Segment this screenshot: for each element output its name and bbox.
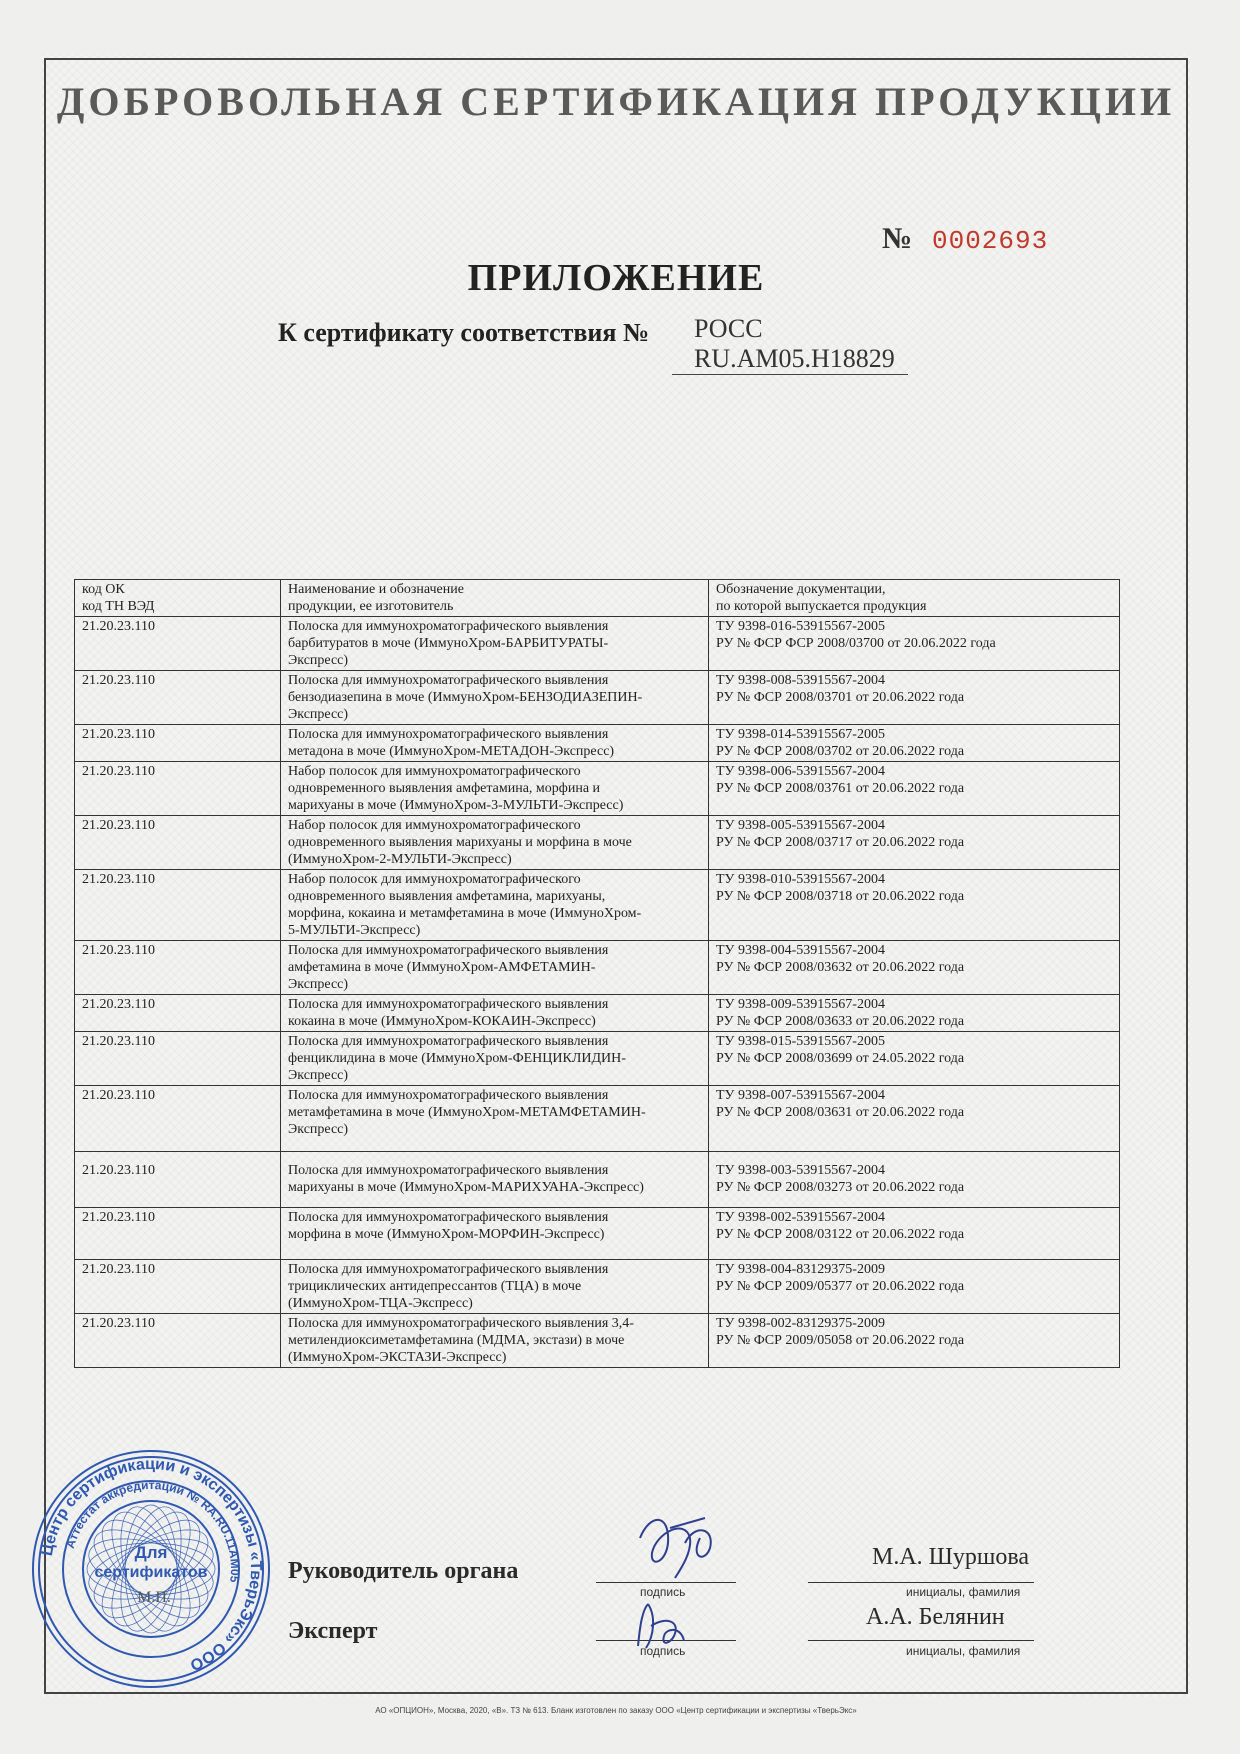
table-row bbox=[75, 1208, 1120, 1260]
header-text: Обозначение документации, bbox=[716, 582, 886, 597]
seal-outer-text: Центр сертификации и экспертизы «ТверьЭкс» ООО bbox=[38, 1455, 265, 1674]
document-cell bbox=[709, 617, 1120, 671]
document-line: ТУ 9398-016-53915567-2005 bbox=[716, 619, 885, 634]
seal-center-line1: Для bbox=[134, 1543, 168, 1562]
product-name-line: одновременного выявления амфетамина, марихуаны, bbox=[288, 889, 606, 904]
table-row bbox=[75, 617, 1120, 671]
code-cell bbox=[75, 816, 281, 870]
document-line: РУ № ФСР 2008/03122 от 20.06.2022 года bbox=[716, 1227, 965, 1242]
product-name-cell bbox=[281, 1208, 709, 1260]
product-name-line: метилендиоксиметамфетамина (МДМА, экстази) в моче bbox=[288, 1333, 625, 1348]
document-line: РУ № ФСР 2008/03701 от 20.06.2022 года bbox=[716, 690, 965, 705]
product-code: 21.20.23.110 bbox=[82, 1262, 155, 1277]
product-code: 21.20.23.110 bbox=[82, 1316, 155, 1331]
product-name-cell bbox=[281, 762, 709, 816]
product-name-cell bbox=[281, 995, 709, 1032]
code-cell bbox=[75, 1260, 281, 1314]
serial-label: № bbox=[882, 222, 913, 255]
header-text: Наименование и обозначение bbox=[288, 582, 464, 597]
document-cell bbox=[709, 941, 1120, 995]
document-cell bbox=[709, 671, 1120, 725]
table-row bbox=[75, 995, 1120, 1032]
product-code: 21.20.23.110 bbox=[82, 1088, 155, 1103]
table-header-cell bbox=[75, 580, 281, 617]
table-row bbox=[75, 725, 1120, 762]
header-text: код ОК bbox=[82, 582, 125, 597]
document-line: РУ № ФСР 2008/03717 от 20.06.2022 года bbox=[716, 835, 965, 850]
product-name-cell bbox=[281, 870, 709, 941]
product-name-cell bbox=[281, 941, 709, 995]
code-cell bbox=[75, 941, 281, 995]
document-line: ТУ 9398-007-53915567-2004 bbox=[716, 1088, 885, 1103]
product-name-line: марихуаны в моче (ИммуноХром-3-МУЛЬТИ-Экспресс) bbox=[288, 798, 624, 813]
expert-signature-caption: подпись bbox=[640, 1644, 686, 1658]
head-name-line bbox=[808, 1582, 1034, 1583]
product-name-line: Полоска для иммунохроматографического выявления bbox=[288, 1163, 609, 1178]
product-name-line: марихуаны в моче (ИммуноХром-МАРИХУАНА-Экспресс) bbox=[288, 1180, 644, 1195]
certificate-label: К сертификату соответствия № bbox=[278, 318, 650, 347]
head-name-caption: инициалы, фамилия bbox=[906, 1585, 1021, 1599]
head-of-body-role: Руководитель органа bbox=[288, 1558, 519, 1584]
product-name-cell bbox=[281, 1314, 709, 1368]
document-line: ТУ 9398-004-53915567-2004 bbox=[716, 943, 885, 958]
expert-signature bbox=[626, 1596, 696, 1660]
product-name-cell bbox=[281, 1032, 709, 1086]
product-name-line: фенциклидина в моче (ИммуноХром-ФЕНЦИКЛИДИН- bbox=[288, 1051, 626, 1066]
product-name-line: Полоска для иммунохроматографического выявления bbox=[288, 1262, 609, 1277]
document-line: ТУ 9398-002-53915567-2004 bbox=[716, 1210, 885, 1225]
product-name-line: одновременного выявления амфетамина, морфина и bbox=[288, 781, 601, 796]
product-name-line: Экспресс) bbox=[288, 653, 349, 668]
table-row bbox=[75, 1086, 1120, 1152]
product-name-line: (ИммуноХром-ТЦА-Экспресс) bbox=[288, 1296, 473, 1311]
table-row bbox=[75, 1260, 1120, 1314]
document-line: ТУ 9398-003-53915567-2004 bbox=[716, 1163, 885, 1178]
document-cell bbox=[709, 1086, 1120, 1152]
document-cell bbox=[709, 995, 1120, 1032]
product-name-line: Полоска для иммунохроматографического выявления 3,4- bbox=[288, 1316, 634, 1331]
document-line: ТУ 9398-006-53915567-2004 bbox=[716, 764, 885, 779]
code-cell bbox=[75, 725, 281, 762]
product-name-line: морфина в моче (ИммуноХром-МОРФИН-Экспресс) bbox=[288, 1227, 605, 1242]
document-line: ТУ 9398-009-53915567-2004 bbox=[716, 997, 885, 1012]
document-line: ТУ 9398-010-53915567-2004 bbox=[716, 872, 885, 887]
product-code: 21.20.23.110 bbox=[82, 764, 155, 779]
document-line: РУ № ФСР 2009/05377 от 20.06.2022 года bbox=[716, 1279, 965, 1294]
head-signature-caption: подпись bbox=[640, 1585, 686, 1599]
products-table bbox=[74, 579, 1120, 1368]
product-name-cell bbox=[281, 1260, 709, 1314]
document-cell bbox=[709, 1032, 1120, 1086]
document-cell bbox=[709, 1208, 1120, 1260]
table-row bbox=[75, 1314, 1120, 1368]
document-cell bbox=[709, 762, 1120, 816]
expert-role: Эксперт bbox=[288, 1618, 378, 1644]
header-text: код ТН ВЭД bbox=[82, 599, 155, 614]
document-line: РУ № ФСР 2008/03702 от 20.06.2022 года bbox=[716, 744, 965, 759]
document-line: РУ № ФСР 2008/03633 от 20.06.2022 года bbox=[716, 1014, 965, 1029]
document-cell bbox=[709, 1314, 1120, 1368]
document-cell bbox=[709, 816, 1120, 870]
table-row bbox=[75, 1032, 1120, 1086]
code-cell bbox=[75, 1086, 281, 1152]
document-line: РУ № ФСР 2008/03718 от 20.06.2022 года bbox=[716, 889, 965, 904]
product-name-line: Экспресс) bbox=[288, 1122, 349, 1137]
product-name-line: бензодиазепина в моче (ИммуноХром-БЕНЗОДИАЗЕПИН- bbox=[288, 690, 643, 705]
product-name-line: Полоска для иммунохроматографического выявления bbox=[288, 1210, 609, 1225]
code-cell bbox=[75, 762, 281, 816]
product-name-line: барбитуратов в моче (ИммуноХром-БАРБИТУРАТЫ- bbox=[288, 636, 609, 651]
certificate-number: РОСС RU.АМ05.Н18829 bbox=[672, 314, 908, 375]
organization-seal bbox=[28, 1446, 274, 1692]
product-code: 21.20.23.110 bbox=[82, 1210, 155, 1225]
head-signature bbox=[630, 1508, 730, 1588]
product-name-line: Набор полосок для иммунохроматографического bbox=[288, 872, 581, 887]
product-name-line: 5-МУЛЬТИ-Экспресс) bbox=[288, 923, 421, 938]
document-line: РУ № ФСР 2009/05058 от 20.06.2022 года bbox=[716, 1333, 965, 1348]
document-line: ТУ 9398-004-83129375-2009 bbox=[716, 1262, 885, 1277]
table-header-cell bbox=[709, 580, 1120, 617]
code-cell bbox=[75, 1032, 281, 1086]
document-cell bbox=[709, 1260, 1120, 1314]
code-cell bbox=[75, 870, 281, 941]
seal-mp-mark: М.П. bbox=[137, 1589, 171, 1606]
document-line: РУ № ФСР 2008/03632 от 20.06.2022 года bbox=[716, 960, 965, 975]
product-name-line: морфина, кокаина и метамфетамина в моче (ИммуноХром- bbox=[288, 906, 642, 921]
table-row bbox=[75, 1152, 1120, 1208]
product-name-line: Полоска для иммунохроматографического выявления bbox=[288, 1034, 609, 1049]
code-cell bbox=[75, 995, 281, 1032]
product-name-line: трициклических антидепрессантов (ТЦА) в моче bbox=[288, 1279, 582, 1294]
seal-center-line2: сертификатов bbox=[94, 1564, 208, 1581]
product-name-cell bbox=[281, 617, 709, 671]
document-line: ТУ 9398-002-83129375-2009 bbox=[716, 1316, 885, 1331]
product-name-line: Экспресс) bbox=[288, 707, 349, 722]
product-name-cell bbox=[281, 1086, 709, 1152]
document-line: РУ № ФСР 2008/03273 от 20.06.2022 года bbox=[716, 1180, 965, 1195]
product-name-line: Полоска для иммунохроматографического выявления bbox=[288, 619, 609, 634]
table-row bbox=[75, 762, 1120, 816]
product-name-line: Полоска для иммунохроматографического выявления bbox=[288, 727, 609, 742]
product-name-line: Экспресс) bbox=[288, 1068, 349, 1083]
product-name-cell bbox=[281, 816, 709, 870]
document-line: РУ № ФСР 2008/03631 от 20.06.2022 года bbox=[716, 1105, 965, 1120]
document-line: ТУ 9398-015-53915567-2005 bbox=[716, 1034, 885, 1049]
code-cell bbox=[75, 671, 281, 725]
product-name-line: Полоска для иммунохроматографического выявления bbox=[288, 1088, 609, 1103]
code-cell bbox=[75, 1314, 281, 1368]
document-line: ТУ 9398-014-53915567-2005 bbox=[716, 727, 885, 742]
product-code: 21.20.23.110 bbox=[82, 818, 155, 833]
product-code: 21.20.23.110 bbox=[82, 727, 155, 742]
code-cell bbox=[75, 617, 281, 671]
product-name-line: (ИммуноХром-ЭКСТАЗИ-Экспресс) bbox=[288, 1350, 507, 1365]
product-name-line: амфетамина в моче (ИммуноХром-АМФЕТАМИН- bbox=[288, 960, 596, 975]
document-cell bbox=[709, 870, 1120, 941]
product-name-line: Экспресс) bbox=[288, 977, 349, 992]
table-row bbox=[75, 941, 1120, 995]
print-footer: АО «ОПЦИОН», Москва, 2020, «В». ТЗ № 613. Бланк изготовлен по заказу ООО «Центр сертификации и экспертизы «ТверьЭкс» bbox=[375, 1706, 857, 1715]
product-name-line: (ИммуноХром-2-МУЛЬТИ-Экспресс) bbox=[288, 852, 512, 867]
table-header-row bbox=[75, 580, 1120, 617]
product-name-line: одновременного выявления марихуаны и морфина в моче bbox=[288, 835, 632, 850]
product-name-line: Набор полосок для иммунохроматографического bbox=[288, 764, 581, 779]
product-name-line: кокаина в моче (ИммуноХром-КОКАИН-Экспресс) bbox=[288, 1014, 596, 1029]
product-name-line: метамфетамина в моче (ИммуноХром-МЕТАМФЕТАМИН- bbox=[288, 1105, 646, 1120]
banner-title: ДОБРОВОЛЬНАЯ СЕРТИФИКАЦИЯ ПРОДУКЦИИ bbox=[56, 79, 1176, 124]
code-cell bbox=[75, 1208, 281, 1260]
document-cell bbox=[709, 1152, 1120, 1208]
product-code: 21.20.23.110 bbox=[82, 1034, 155, 1049]
table-row bbox=[75, 870, 1120, 941]
product-name-line: метадона в моче (ИммуноХром-МЕТАДОН-Экспресс) bbox=[288, 744, 615, 759]
page-title: ПРИЛОЖЕНИЕ bbox=[467, 257, 765, 299]
document-line: ТУ 9398-008-53915567-2004 bbox=[716, 673, 885, 688]
product-code: 21.20.23.110 bbox=[82, 1163, 155, 1178]
document-line: РУ № ФСР 2008/03699 от 24.05.2022 года bbox=[716, 1051, 965, 1066]
product-name-cell bbox=[281, 1152, 709, 1208]
product-name-line: Полоска для иммунохроматографического выявления bbox=[288, 943, 609, 958]
table-header-cell bbox=[281, 580, 709, 617]
document-cell bbox=[709, 725, 1120, 762]
code-cell bbox=[75, 1152, 281, 1208]
head-name: М.А. Шуршова bbox=[872, 1544, 1030, 1570]
product-code: 21.20.23.110 bbox=[82, 872, 155, 887]
product-code: 21.20.23.110 bbox=[82, 997, 155, 1012]
product-name-cell bbox=[281, 725, 709, 762]
expert-name-line bbox=[808, 1640, 1034, 1641]
table-row bbox=[75, 671, 1120, 725]
product-code: 21.20.23.110 bbox=[82, 673, 155, 688]
table-row bbox=[75, 816, 1120, 870]
expert-name-caption: инициалы, фамилия bbox=[906, 1644, 1021, 1658]
document-line: РУ № ФСР ФСР 2008/03700 от 20.06.2022 года bbox=[716, 636, 996, 651]
product-name-line: Набор полосок для иммунохроматографического bbox=[288, 818, 581, 833]
product-code: 21.20.23.110 bbox=[82, 943, 155, 958]
seal-inner-text: Аттестат аккредитации № RA.RU.11АМ05 bbox=[62, 1477, 243, 1584]
product-code: 21.20.23.110 bbox=[82, 619, 155, 634]
product-name-line: Полоска для иммунохроматографического выявления bbox=[288, 997, 609, 1012]
header-text: по которой выпускается продукция bbox=[716, 599, 927, 614]
product-name-cell bbox=[281, 671, 709, 725]
serial-number: 0002693 bbox=[932, 226, 1049, 256]
document-line: РУ № ФСР 2008/03761 от 20.06.2022 года bbox=[716, 781, 965, 796]
header-text: продукции, ее изготовитель bbox=[288, 599, 454, 614]
expert-name: А.А. Белянин bbox=[866, 1604, 1005, 1630]
document-line: ТУ 9398-005-53915567-2004 bbox=[716, 818, 885, 833]
product-name-line: Полоска для иммунохроматографического выявления bbox=[288, 673, 609, 688]
